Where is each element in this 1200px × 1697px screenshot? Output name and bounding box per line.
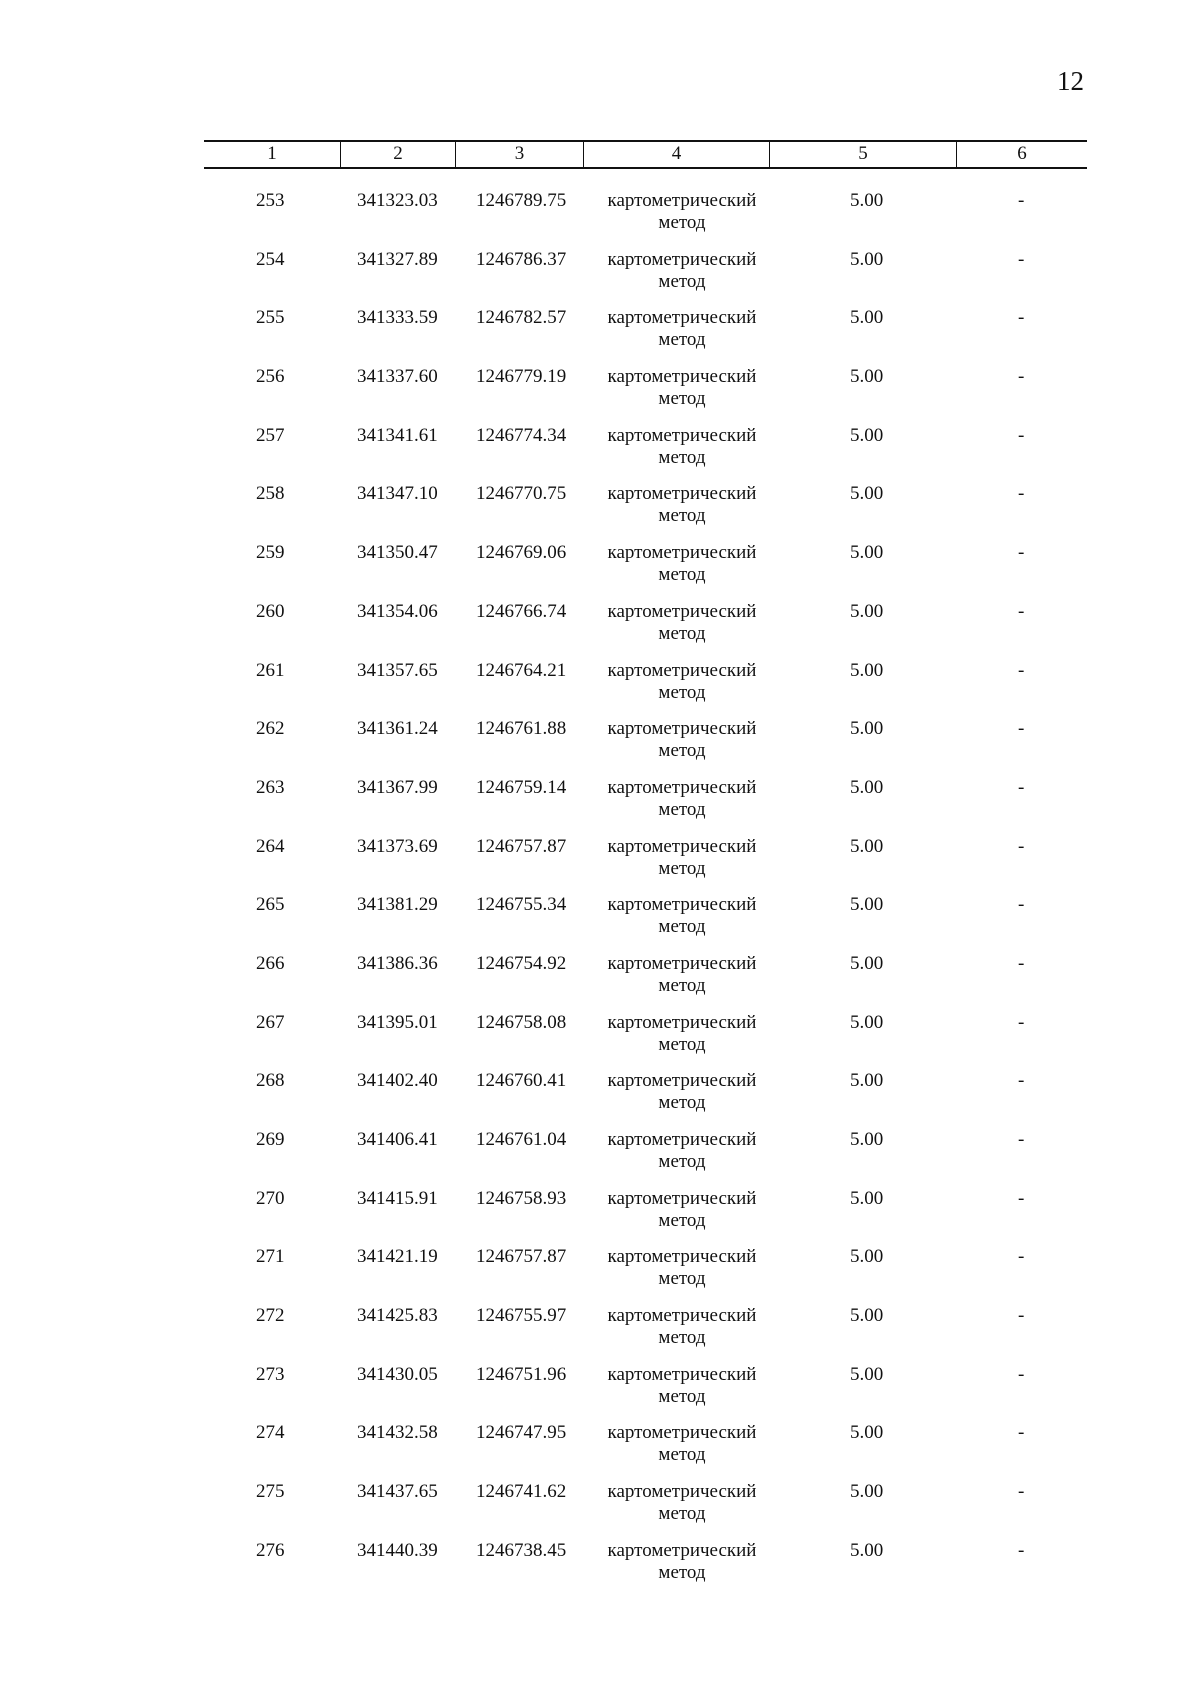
point-number-cell: 258 [256,483,285,505]
method-line-1: картометрический [607,1011,757,1033]
precision-cell: 5.00 [850,1070,884,1092]
method-line-2: метод [658,681,706,703]
method-line-1: картометрический [607,1539,757,1561]
table-row [204,1246,1087,1305]
method-line-1: картометрический [607,366,757,388]
x-coordinate-cell: 341432.58 [357,1422,438,1444]
method-line-1: картометрический [607,952,757,974]
method-line-2: метод [658,857,706,879]
note-cell: - [1018,1070,1025,1092]
point-number-cell: 276 [256,1539,285,1561]
page-number: 12 [1057,66,1084,96]
x-coordinate-cell: 341327.89 [357,248,438,270]
precision-cell: 5.00 [850,1011,884,1033]
table-body [204,190,1087,1599]
point-number-cell: 254 [256,248,285,270]
precision-cell: 5.00 [850,366,884,388]
method-cell [597,1305,767,1349]
precision-cell: 5.00 [850,1363,884,1385]
point-number-cell: 259 [256,542,285,564]
x-coordinate-cell: 341337.60 [357,366,438,388]
method-line-1: картометрический [607,1246,757,1268]
y-coordinate-cell: 1246782.57 [476,307,567,329]
x-coordinate-cell: 341354.06 [357,600,438,622]
precision-cell: 5.00 [850,1187,884,1209]
note-cell: - [1018,190,1025,211]
precision-cell: 5.00 [850,424,884,446]
method-line-2: метод [658,1092,706,1114]
precision-cell: 5.00 [850,248,884,270]
method-line-2: метод [658,329,706,351]
method-line-2: метод [658,798,706,820]
table-row [204,249,1087,308]
method-line-1: картометрический [607,307,757,329]
method-line-1: картометрический [607,835,757,857]
note-cell: - [1018,248,1025,270]
y-coordinate-cell: 1246758.08 [476,1011,567,1033]
method-line-2: метод [658,1561,706,1583]
method-cell [597,1188,767,1232]
method-line-1: картометрический [607,542,757,564]
y-coordinate-cell: 1246758.93 [476,1187,567,1209]
x-coordinate-cell: 341421.19 [357,1246,438,1268]
method-line-1: картометрический [607,1129,757,1150]
table-row [204,718,1087,777]
y-coordinate-cell: 1246770.75 [476,483,567,505]
point-number-cell: 261 [256,659,285,681]
method-line-2: метод [658,1444,706,1466]
table-row [204,1422,1087,1481]
y-coordinate-cell: 1246789.75 [476,190,567,211]
x-coordinate-cell: 341386.36 [357,952,438,974]
x-coordinate-cell: 341341.61 [357,424,438,446]
precision-cell: 5.00 [850,1539,884,1561]
precision-cell: 5.00 [850,1129,884,1150]
method-line-2: метод [658,1385,706,1407]
method-cell [597,1481,767,1525]
x-coordinate-cell: 341347.10 [357,483,438,505]
method-cell [597,1422,767,1466]
note-cell: - [1018,1305,1025,1327]
column-header-2: 2 [341,142,456,167]
method-line-2: метод [658,1033,706,1055]
note-cell: - [1018,307,1025,329]
table-row [204,190,1087,249]
precision-cell: 5.00 [850,542,884,564]
table-row [204,1305,1087,1364]
x-coordinate-cell: 341367.99 [357,776,438,798]
method-line-2: метод [658,1327,706,1349]
table-row [204,777,1087,836]
table-row [204,953,1087,1012]
precision-cell: 5.00 [850,718,884,740]
method-line-1: картометрический [607,1187,757,1209]
column-header-5: 5 [770,142,957,167]
method-line-1: картометрический [607,776,757,798]
note-cell: - [1018,1246,1025,1268]
table-row [204,1012,1087,1071]
x-coordinate-cell: 341402.40 [357,1070,438,1092]
method-line-1: картометрический [607,1070,757,1092]
column-header-6: 6 [1017,143,1027,164]
method-cell [597,1012,767,1056]
note-cell: - [1018,483,1025,505]
method-line-2: метод [658,388,706,410]
point-number-cell: 257 [256,424,285,446]
y-coordinate-cell: 1246769.06 [476,542,567,564]
method-cell [597,718,767,762]
point-number-cell: 265 [256,894,285,916]
x-coordinate-cell: 341437.65 [357,1481,438,1503]
x-coordinate-cell: 341323.03 [357,190,438,211]
note-cell: - [1018,835,1025,857]
method-line-1: картометрический [607,718,757,740]
method-line-1: картометрический [607,190,757,211]
point-number-cell: 256 [256,366,285,388]
table-row [204,1540,1087,1599]
point-number-cell: 255 [256,307,285,329]
y-coordinate-cell: 1246741.62 [476,1481,567,1503]
y-coordinate-cell: 1246755.97 [476,1305,567,1327]
method-line-2: метод [658,740,706,762]
y-coordinate-cell: 1246764.21 [476,659,567,681]
point-number-cell: 275 [256,1481,285,1503]
method-line-2: метод [658,622,706,644]
table-row [204,1129,1087,1188]
column-header-4: 4 [584,142,770,167]
method-cell [597,1129,767,1173]
precision-cell: 5.00 [850,483,884,505]
precision-cell: 5.00 [850,1481,884,1503]
point-number-cell: 274 [256,1422,285,1444]
method-line-1: картометрический [607,1422,757,1444]
method-line-1: картометрический [607,659,757,681]
precision-cell: 5.00 [850,835,884,857]
method-cell [597,190,767,234]
method-line-1: картометрический [607,424,757,446]
point-number-cell: 264 [256,835,285,857]
table-row [204,1481,1087,1540]
y-coordinate-cell: 1246747.95 [476,1422,567,1444]
y-coordinate-cell: 1246760.41 [476,1070,567,1092]
column-header-3: 3 [456,142,584,167]
point-number-cell: 272 [256,1305,285,1327]
y-coordinate-cell: 1246779.19 [476,366,567,388]
point-number-cell: 267 [256,1011,285,1033]
x-coordinate-cell: 341361.24 [357,718,438,740]
note-cell: - [1018,659,1025,681]
point-number-cell: 260 [256,600,285,622]
table-row [204,836,1087,895]
point-number-cell: 268 [256,1070,285,1092]
y-coordinate-cell: 1246774.34 [476,424,567,446]
method-cell [597,1070,767,1114]
method-cell [597,1246,767,1290]
method-cell [597,483,767,527]
method-cell [597,425,767,469]
method-cell [597,1540,767,1584]
note-cell: - [1018,1011,1025,1033]
table-row [204,483,1087,542]
table-row [204,366,1087,425]
method-cell [597,1364,767,1408]
precision-cell: 5.00 [850,1246,884,1268]
y-coordinate-cell: 1246759.14 [476,776,567,798]
method-line-1: картометрический [607,1481,757,1503]
x-coordinate-cell: 341373.69 [357,835,438,857]
table-header [204,140,1087,169]
point-number-cell: 266 [256,952,285,974]
method-line-1: картометрический [607,600,757,622]
precision-cell: 5.00 [850,659,884,681]
note-cell: - [1018,1187,1025,1209]
method-line-1: картометрический [607,1305,757,1327]
point-number-cell: 273 [256,1363,285,1385]
table-row [204,1188,1087,1247]
method-cell [597,777,767,821]
table-row [204,425,1087,484]
method-line-1: картометрический [607,1363,757,1385]
method-line-2: метод [658,270,706,292]
precision-cell: 5.00 [850,307,884,329]
method-line-1: картометрический [607,248,757,270]
method-line-1: картометрический [607,894,757,916]
point-number-cell: 253 [256,190,285,211]
note-cell: - [1018,600,1025,622]
note-cell: - [1018,776,1025,798]
note-cell: - [1018,718,1025,740]
note-cell: - [1018,1422,1025,1444]
table-row [204,660,1087,719]
table-row [204,307,1087,366]
precision-cell: 5.00 [850,776,884,798]
precision-cell: 5.00 [850,190,884,211]
note-cell: - [1018,894,1025,916]
y-coordinate-cell: 1246757.87 [476,1246,567,1268]
method-cell [597,660,767,704]
point-number-cell: 263 [256,776,285,798]
y-coordinate-cell: 1246757.87 [476,835,567,857]
column-header-1: 1 [204,142,341,167]
note-cell: - [1018,366,1025,388]
x-coordinate-cell: 341381.29 [357,894,438,916]
precision-cell: 5.00 [850,600,884,622]
y-coordinate-cell: 1246761.88 [476,718,567,740]
x-coordinate-cell: 341357.65 [357,659,438,681]
y-coordinate-cell: 1246751.96 [476,1363,567,1385]
method-cell [597,366,767,410]
table-row [204,1070,1087,1129]
method-line-2: метод [658,916,706,938]
x-coordinate-cell: 341350.47 [357,542,438,564]
x-coordinate-cell: 341333.59 [357,307,438,329]
note-cell: - [1018,1481,1025,1503]
x-coordinate-cell: 341425.83 [357,1305,438,1327]
method-line-2: метод [658,212,706,233]
point-number-cell: 269 [256,1129,285,1150]
method-line-2: метод [658,446,706,468]
table-row [204,894,1087,953]
method-cell [597,542,767,586]
note-cell: - [1018,1129,1025,1150]
method-line-2: метод [658,1268,706,1290]
x-coordinate-cell: 341430.05 [357,1363,438,1385]
y-coordinate-cell: 1246738.45 [476,1539,567,1561]
method-cell [597,836,767,880]
y-coordinate-cell: 1246786.37 [476,248,567,270]
method-line-2: метод [658,1209,706,1231]
method-cell [597,894,767,938]
x-coordinate-cell: 341406.41 [357,1129,438,1150]
method-line-2: метод [658,505,706,527]
precision-cell: 5.00 [850,1305,884,1327]
point-number-cell: 262 [256,718,285,740]
y-coordinate-cell: 1246755.34 [476,894,567,916]
method-cell [597,307,767,351]
note-cell: - [1018,1363,1025,1385]
method-line-2: метод [658,974,706,996]
table-row [204,601,1087,660]
note-cell: - [1018,1539,1025,1561]
precision-cell: 5.00 [850,894,884,916]
method-line-1: картометрический [607,483,757,505]
table-row [204,1364,1087,1423]
x-coordinate-cell: 341395.01 [357,1011,438,1033]
method-line-2: метод [658,1151,706,1172]
x-coordinate-cell: 341415.91 [357,1187,438,1209]
method-cell [597,601,767,645]
method-cell [597,249,767,293]
note-cell: - [1018,424,1025,446]
x-coordinate-cell: 341440.39 [357,1539,438,1561]
note-cell: - [1018,542,1025,564]
method-line-2: метод [658,1503,706,1525]
precision-cell: 5.00 [850,1422,884,1444]
note-cell: - [1018,952,1025,974]
y-coordinate-cell: 1246766.74 [476,600,567,622]
y-coordinate-cell: 1246761.04 [476,1129,567,1150]
method-cell [597,953,767,997]
method-line-2: метод [658,564,706,586]
table-row [204,542,1087,601]
point-number-cell: 271 [256,1246,285,1268]
y-coordinate-cell: 1246754.92 [476,952,567,974]
point-number-cell: 270 [256,1187,285,1209]
precision-cell: 5.00 [850,952,884,974]
